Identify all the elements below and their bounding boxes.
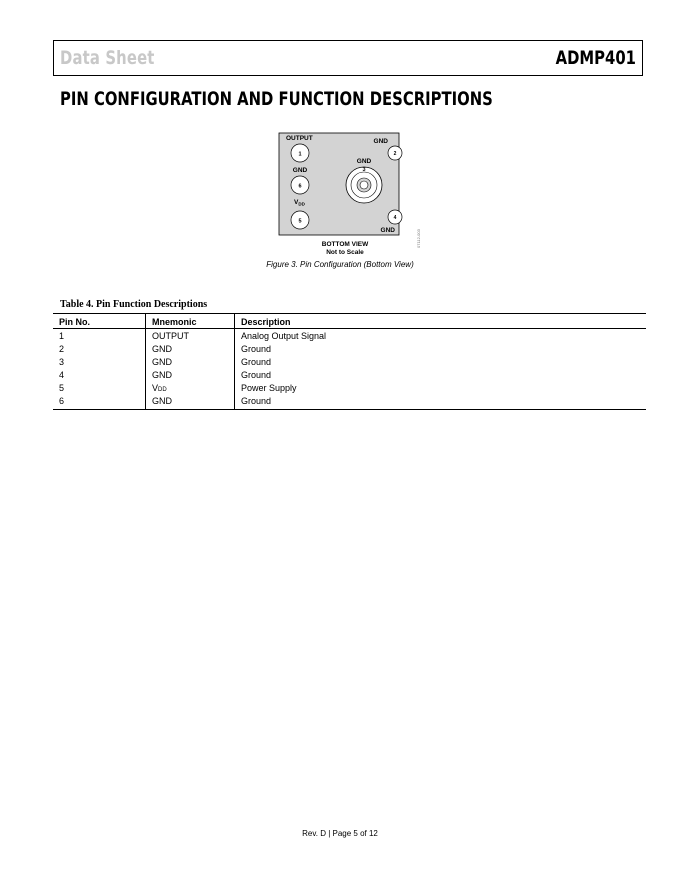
pin-5: [291, 211, 309, 229]
header-mnemonic: Mnemonic: [146, 314, 235, 329]
cell-description: Ground: [241, 344, 272, 354]
cell-mnemonic: GND: [146, 355, 235, 368]
pin-function-table: [53, 313, 646, 410]
cell-mnemonic: OUTPUT: [146, 329, 235, 343]
cell-pin-no: 3: [53, 355, 146, 368]
table-row: [53, 355, 646, 368]
table-row: [53, 394, 646, 410]
label-not-to-scale: Not to Scale: [326, 249, 364, 256]
cell-description: Analog Output Signal: [241, 331, 327, 341]
cell-mnemonic: VDD: [146, 381, 235, 394]
label-gnd-center: GND: [356, 158, 372, 165]
label-gnd-bottom-right: GND: [380, 227, 395, 234]
svg-text:6: 6: [298, 183, 302, 190]
cell-description: Power Supply: [241, 383, 297, 393]
page-header: [53, 40, 643, 76]
pin-3: [346, 167, 382, 203]
cell-pin-no: 5: [53, 381, 146, 394]
label-vdd: $V_{DD}$: [294, 199, 305, 207]
table-row: [53, 342, 646, 355]
label-output: OUTPUT: [286, 135, 313, 142]
label-gnd-top-right: GND: [373, 138, 388, 145]
cell-pin-no: 2: [53, 342, 146, 355]
pin-configuration-figure: [270, 128, 425, 258]
cell-description: Ground: [241, 357, 272, 367]
cell-description: Ground: [235, 394, 647, 410]
figure-caption: Figure 3. Pin Configuration (Bottom View): [266, 260, 414, 269]
svg-text:1: 1: [298, 151, 302, 158]
cell-pin-no: 4: [53, 368, 146, 381]
cell-mnemonic: GND: [146, 342, 235, 355]
cell-pin-no: 1: [53, 329, 146, 343]
cell-mnemonic: GND: [146, 368, 235, 381]
cell-pin-no: 6: [53, 394, 146, 410]
svg-text:5: 5: [298, 218, 302, 225]
page-footer: Rev. D | Page 5 of 12: [302, 829, 378, 838]
pin-1: [291, 144, 309, 162]
cell-description: Ground: [241, 370, 272, 380]
header-description: Description: [235, 314, 647, 329]
section-title: PIN CONFIGURATION AND FUNCTION DESCRIPTIONS: [60, 88, 493, 110]
table-row: [53, 368, 646, 381]
pin-4: [388, 210, 402, 224]
table-title: Table 4. Pin Function Descriptions: [60, 299, 208, 310]
table-row: [53, 381, 646, 394]
figure-code: 07112-003: [416, 229, 421, 248]
svg-text:4: 4: [393, 215, 397, 221]
pin-2: [388, 146, 402, 160]
label-bottom-view: BOTTOM VIEW: [321, 241, 369, 248]
svg-text:2: 2: [393, 151, 397, 157]
header-pin-no: Pin No.: [53, 314, 146, 329]
label-gnd-left: GND: [292, 167, 308, 174]
header-doc-type: Data Sheet: [60, 47, 155, 69]
pin-6: [291, 176, 309, 194]
header-part-number: ADMP401: [555, 47, 636, 69]
table-header-row: [53, 314, 646, 329]
table-row: [53, 329, 646, 343]
cell-mnemonic: GND: [146, 394, 235, 410]
svg-text:3: 3: [362, 167, 366, 173]
